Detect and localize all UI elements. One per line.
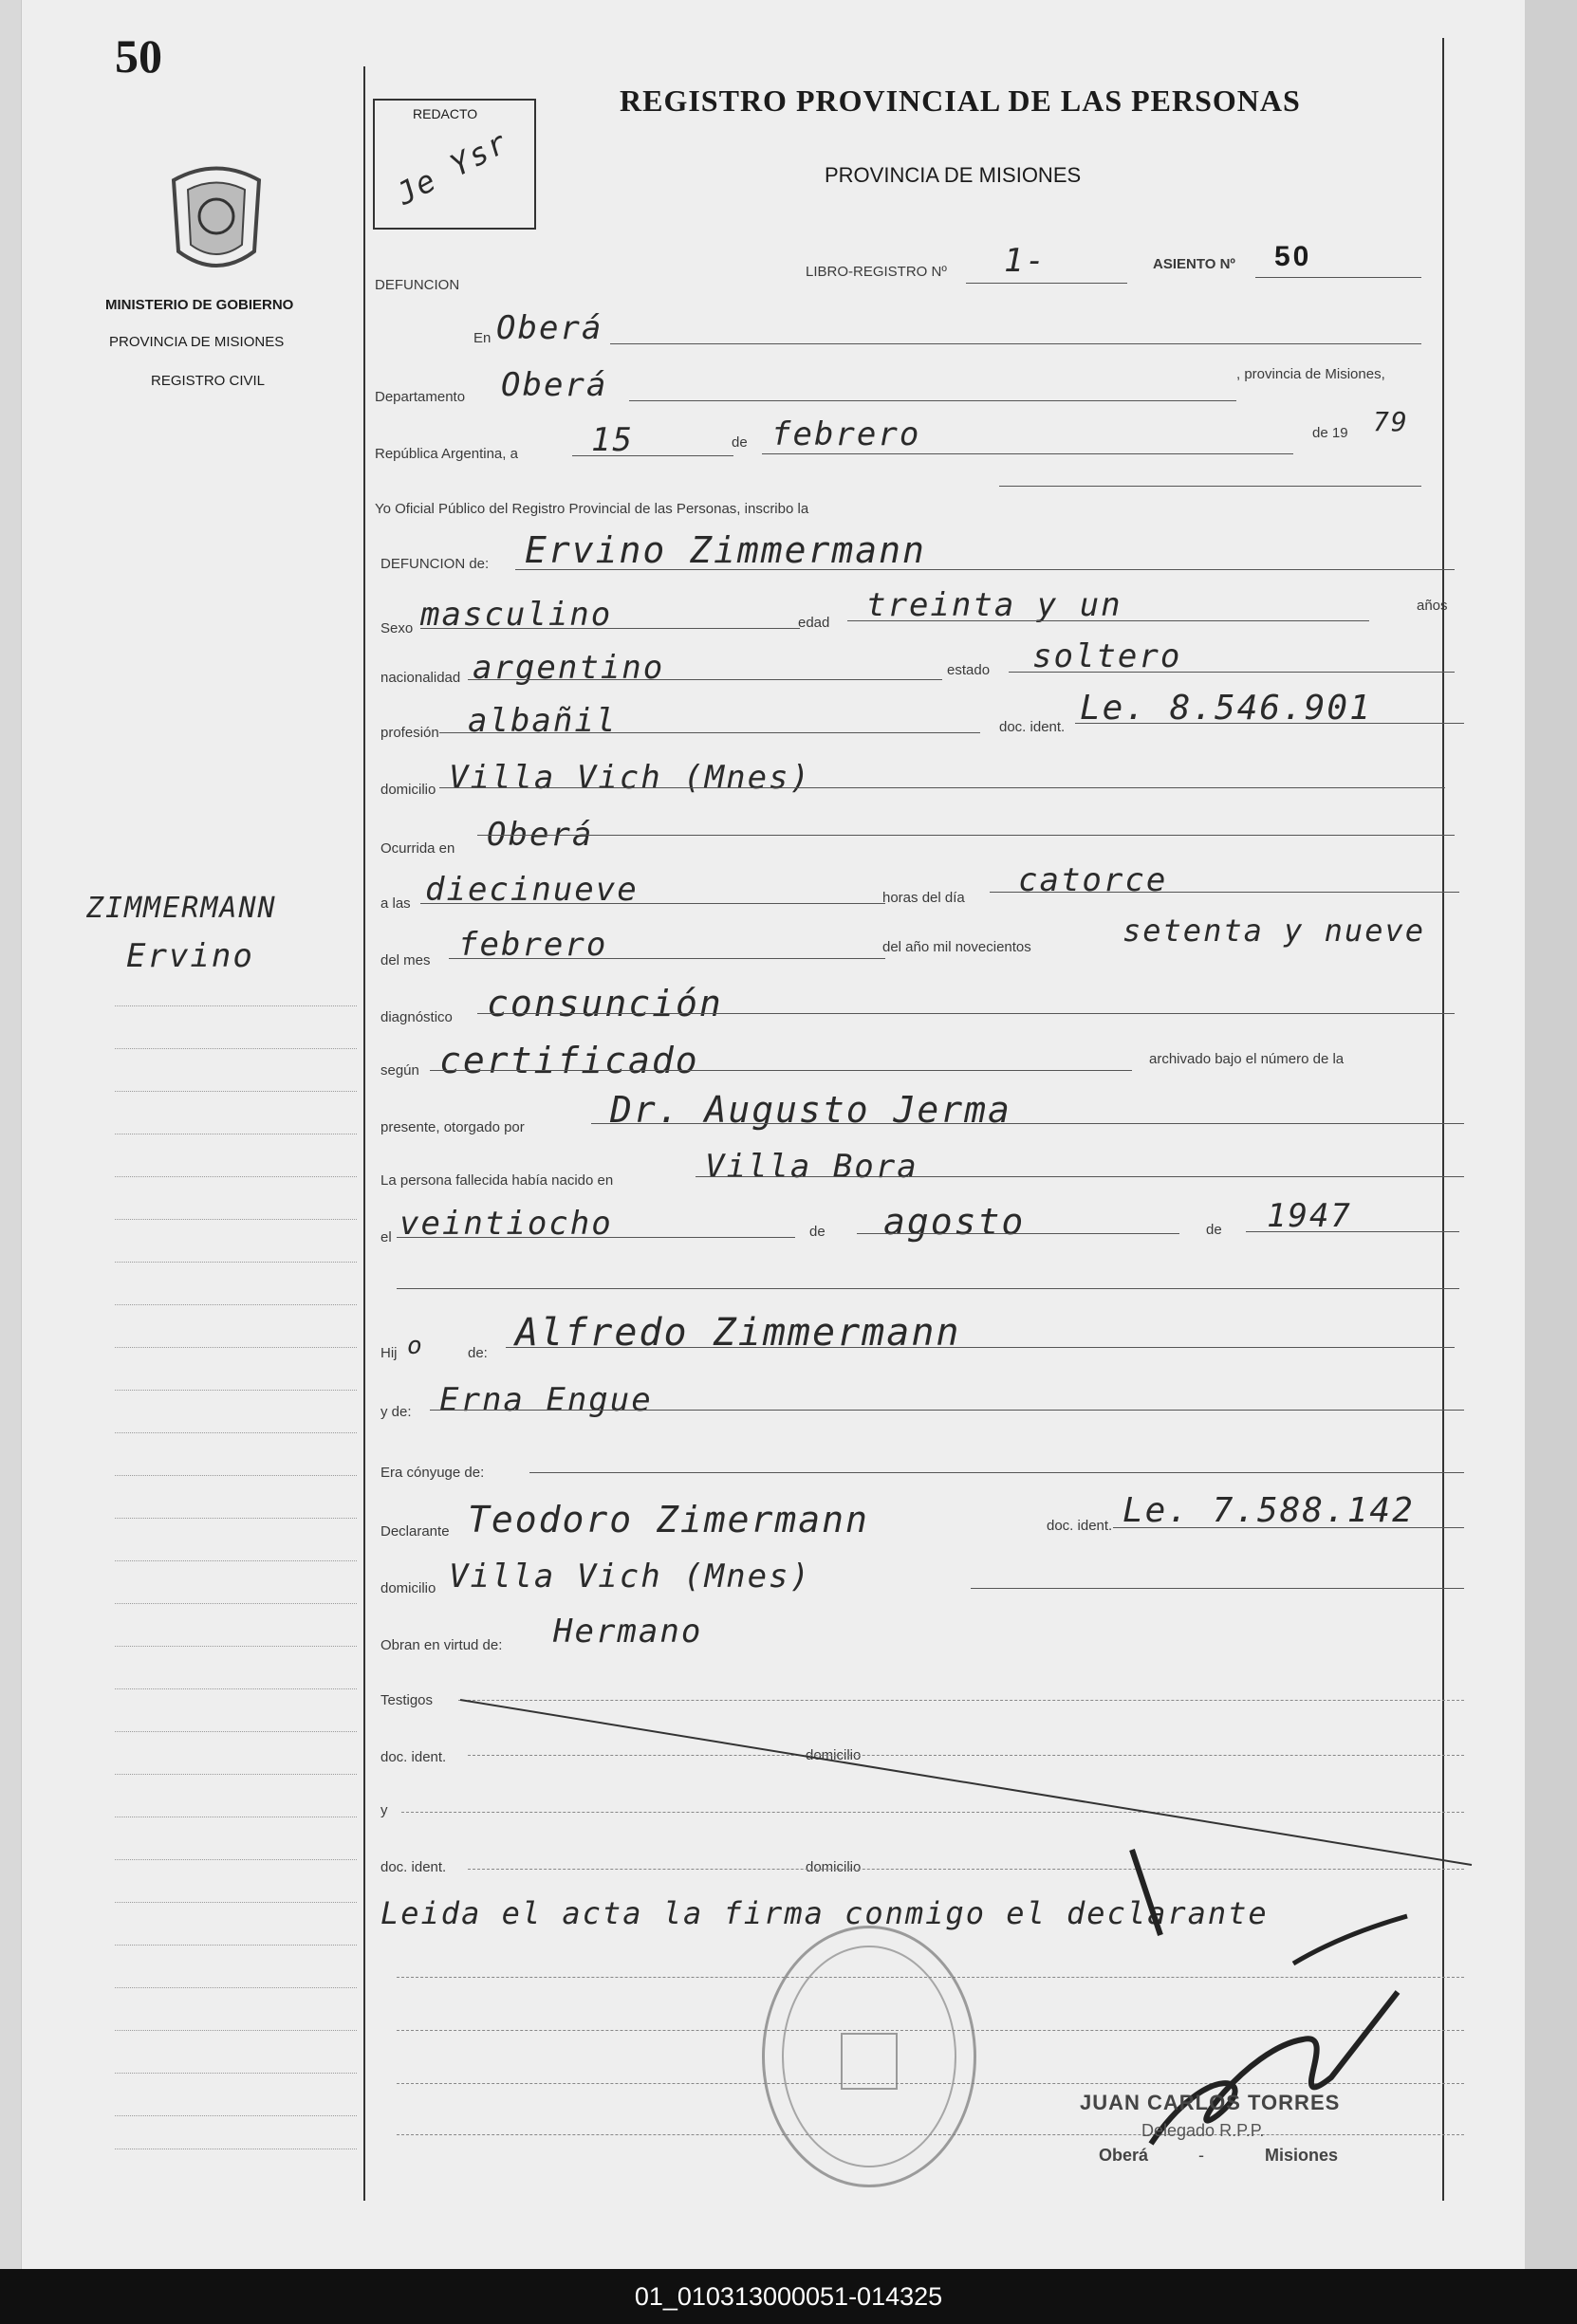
profesion-value: albañil: [468, 702, 618, 740]
nacido-value: Villa Bora: [705, 1148, 918, 1186]
anio-text: setenta y nueve: [1122, 913, 1425, 949]
nac-anio-label: de: [1206, 1222, 1222, 1238]
margin-surname: ZIMMERMANN: [86, 892, 277, 925]
y-label: y: [380, 1802, 388, 1818]
conyuge-label: Era cónyuge de:: [380, 1465, 485, 1481]
province-name: PROVINCIA DE MISIONES: [109, 334, 285, 350]
asiento-value: 50: [1274, 241, 1312, 272]
archivado-label: archivado bajo el número de la: [1149, 1051, 1345, 1067]
anio-text-label: del año mil novecientos: [882, 939, 1031, 955]
deceased-name: Ervino Zimmermann: [525, 529, 926, 571]
estado-label: estado: [947, 662, 991, 678]
nacionalidad-value: argentino: [473, 649, 665, 687]
testigos-label: Testigos: [380, 1692, 434, 1708]
provincia-suffix: , provincia de Misiones,: [1236, 366, 1385, 382]
el-label: el: [380, 1229, 392, 1245]
doc-value: Le. 8.546.901: [1080, 689, 1372, 728]
estado-value: soltero: [1032, 637, 1182, 675]
redacto-initials: Je Ysr: [390, 123, 515, 212]
segun-value: certificado: [439, 1040, 699, 1081]
declarante-domicilio-value: Villa Vich (Mnes): [449, 1558, 811, 1595]
declarante-doc-value: Le. 7.588.142: [1122, 1491, 1415, 1530]
departamento-label: Departamento: [375, 389, 466, 405]
edad-label: edad: [798, 615, 830, 631]
official-place-dash: -: [1198, 2146, 1204, 2165]
nac-anio: 1947: [1267, 1197, 1352, 1235]
obran-value: Hermano: [553, 1613, 703, 1651]
segun-label: según: [380, 1062, 419, 1079]
nacido-label: La persona fallecida había nacido en: [380, 1172, 614, 1189]
hijo-suffix: o: [407, 1332, 424, 1360]
profesion-label: profesión: [380, 725, 439, 741]
nac-de-label: de: [809, 1224, 826, 1240]
footer-id: 01_010313000051-014325: [634, 2281, 943, 2311]
declarante-label: Declarante: [380, 1523, 450, 1540]
redacto-box: [373, 99, 536, 230]
year-value: 79: [1373, 406, 1409, 437]
declarante-doc-label: doc. ident.: [1047, 1518, 1113, 1534]
day-value: 15: [591, 421, 634, 459]
de-label: de: [732, 434, 748, 451]
civil-registry-name: REGISTRO CIVIL: [151, 373, 266, 389]
margin-given-name: Ervino: [126, 937, 254, 975]
nac-mes: agosto: [883, 1201, 1026, 1243]
hijo-label: Hij: [380, 1345, 398, 1361]
ocurrida-label: Ocurrida en: [380, 840, 455, 857]
domicilio-value: Villa Vich (Mnes): [449, 759, 811, 797]
diagnostico-value: consunción: [487, 983, 723, 1024]
document-page: [21, 0, 1526, 2269]
doc-ident-label-2: doc. ident.: [380, 1859, 447, 1875]
en-label: En: [473, 330, 492, 346]
leida-text: Leida el acta la firma conmigo el declarante: [380, 1895, 1269, 1931]
obran-label: Obran en virtud de:: [380, 1637, 503, 1653]
redacto-label: REDACTO: [413, 106, 478, 121]
oficial-text: Yo Oficial Público del Registro Provincial de las Personas, inscribo la: [375, 501, 809, 517]
testigo-domicilio-label: domicilio: [806, 1747, 862, 1763]
left-column-divider: [363, 66, 365, 2201]
madre-value: Erna Engue: [439, 1381, 653, 1419]
mes-prefix: del mes: [380, 952, 431, 968]
libro-value: 1-: [1004, 242, 1047, 280]
domicilio-label: domicilio: [380, 782, 436, 798]
doc-ident-label: doc. ident.: [380, 1749, 447, 1765]
diagnostico-label: diagnóstico: [380, 1009, 453, 1025]
nacionalidad-label: nacionalidad: [380, 670, 461, 686]
anos-label: años: [1417, 598, 1448, 614]
defuncion-label: DEFUNCION de:: [380, 556, 490, 572]
official-title: Delegado R.P.P.: [1141, 2121, 1265, 2140]
otorgado-value: Dr. Augusto Jerma: [610, 1089, 1011, 1131]
yde-label: y de:: [380, 1404, 412, 1420]
horas-value: diecinueve: [425, 871, 639, 909]
testigo-domicilio-label-2: domicilio: [806, 1859, 862, 1875]
year-label: de 19: [1312, 425, 1348, 441]
right-column-divider: [1442, 38, 1444, 2201]
sexo-label: Sexo: [380, 620, 414, 636]
month-value: febrero: [771, 415, 921, 453]
ministry-name: MINISTERIO DE GOBIERNO: [105, 297, 294, 313]
dia-text: catorce: [1018, 861, 1168, 899]
hijo-de-label: de:: [468, 1345, 488, 1361]
padre-value: Alfredo Zimmermann: [515, 1311, 961, 1355]
asiento-label: ASIENTO Nº: [1153, 256, 1235, 272]
sexo-value: masculino: [420, 596, 613, 634]
doc-label: doc. ident.: [999, 719, 1066, 735]
departamento-value: Oberá: [501, 366, 608, 404]
provincial-seal-icon: [164, 161, 269, 275]
adjacent-page-edge: [1525, 0, 1577, 2269]
otorgado-label: presente, otorgado por: [380, 1119, 525, 1135]
declarante-domicilio-label: domicilio: [380, 1580, 436, 1596]
horas-label: horas del día: [882, 890, 965, 906]
official-place-right: Misiones: [1265, 2146, 1339, 2165]
nac-dia: veintiocho: [399, 1205, 613, 1243]
official-stamp-icon: [762, 1926, 976, 2187]
act-type-label: DEFUNCION: [375, 277, 460, 293]
footer-bar: [0, 2269, 1577, 2324]
official-place-left: Oberá: [1099, 2146, 1149, 2165]
page-number: 50: [115, 29, 162, 83]
edad-value: treinta y un: [866, 586, 1122, 624]
en-value: Oberá: [496, 309, 603, 347]
declarante-value: Teodoro Zimermann: [468, 1499, 869, 1540]
horas-prefix: a las: [380, 895, 411, 912]
registry-title: REGISTRO PROVINCIAL DE LAS PERSONAS: [620, 83, 1301, 118]
ocurrida-value: Oberá: [487, 816, 594, 854]
libro-label: LIBRO-REGISTRO Nº: [806, 264, 947, 280]
mes-text: febrero: [458, 926, 608, 964]
official-name: JUAN CARLOS TORRES: [1080, 2091, 1341, 2114]
registry-subtitle: PROVINCIA DE MISIONES: [825, 163, 1082, 187]
republica-label: República Argentina, a: [375, 446, 518, 462]
